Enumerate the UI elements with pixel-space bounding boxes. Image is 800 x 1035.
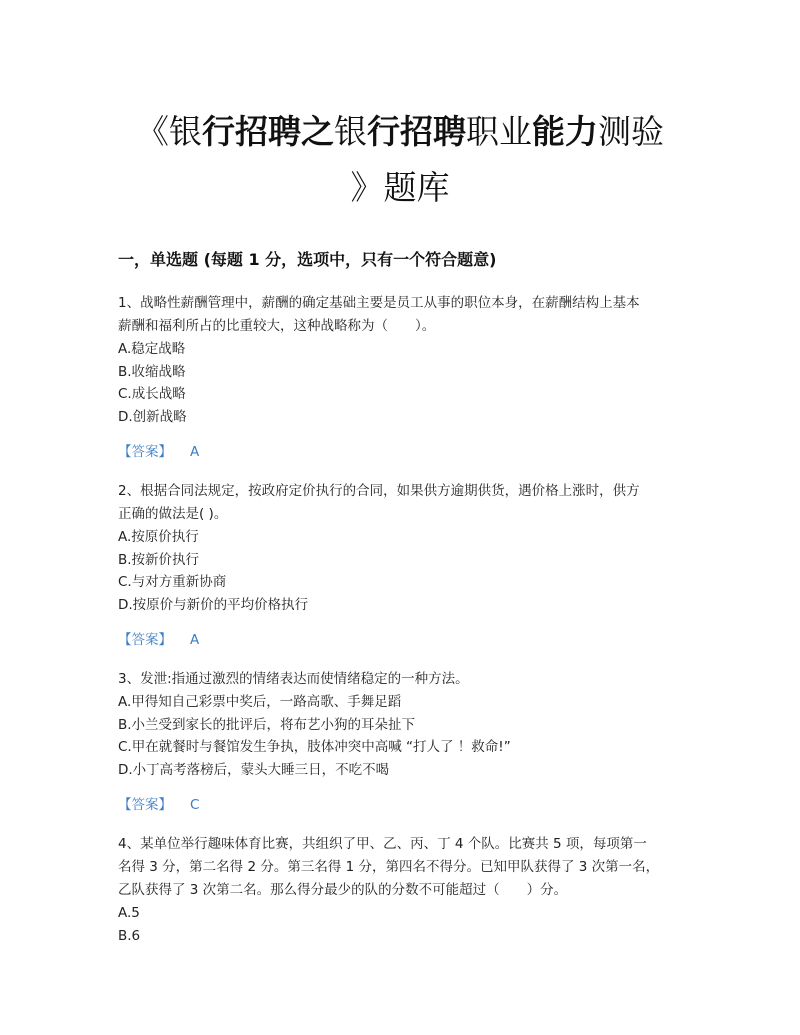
question-stem-line: 2、根据合同法规定，按政府定价执行的合同，如果供方逾期供货，遇价格上涨时，供方 xyxy=(118,483,640,499)
option-c: C.成长战略 xyxy=(118,386,186,402)
option-c: C.与对方重新协商 xyxy=(118,574,227,590)
answer-value: A xyxy=(190,632,200,648)
option-d: D.创新战略 xyxy=(118,408,187,425)
answer-value: A xyxy=(190,444,200,460)
question-stem-line: 名得 3 分，第二名得 2 分。第三名得 1 分，第四名不得分。已知甲队获得了 3 次第一名， xyxy=(118,859,660,875)
option-a: A.按原价执行 xyxy=(118,529,199,545)
option-b: B.6 xyxy=(118,927,141,944)
title-part-4: 行招聘 xyxy=(367,112,466,151)
page-title xyxy=(110,104,690,216)
answer-row xyxy=(118,794,688,816)
question-stem-line: 4、某单位举行趣味体育比赛，共组织了甲、乙、丙、丁 4 个队。比赛共 5 项，每项第一 xyxy=(118,836,647,852)
title-part-3: 银 xyxy=(334,112,367,151)
question-4 xyxy=(118,833,688,947)
question-stem-line: 薪酬和福利所占的比重较大，这种战略称为（ ）。 xyxy=(118,318,436,334)
answer-label: 【答案】 xyxy=(118,797,172,813)
option-a: A.稳定战略 xyxy=(118,341,186,357)
answer-label: 【答案】 xyxy=(118,444,172,460)
option-d: D.小丁高考落榜后，蒙头大睡三日，不吃不喝 xyxy=(118,761,390,778)
option-c: C.甲在就餐时与餐馆发生争执，肢体冲突中高喊 “打人了 ！救命!” xyxy=(118,739,511,755)
answer-label: 【答案】 xyxy=(118,632,172,648)
title-part-7: 测验 xyxy=(598,112,664,151)
title-line-2: 》题库 xyxy=(350,168,450,207)
option-a: A.5 xyxy=(118,905,140,921)
option-b: B.小兰受到家长的批评后，将布艺小狗的耳朵扯下 xyxy=(118,716,416,733)
option-b: B.收缩战略 xyxy=(118,363,186,380)
question-stem-line: 1、战略性薪酬管理中，薪酬的确定基础主要是员工从事的职位本身，在薪酬结构上基本 xyxy=(118,295,640,311)
option-d: D.按原价与新价的平均价格执行 xyxy=(118,596,309,613)
question-stem-line: 正确的做法是( )。 xyxy=(118,506,228,522)
question-2 xyxy=(118,480,688,651)
title-part-6: 能力 xyxy=(532,112,598,151)
question-1 xyxy=(118,292,688,463)
title-part-5: 职业 xyxy=(466,112,532,151)
option-b: B.按新价执行 xyxy=(118,551,200,568)
answer-value: C xyxy=(190,797,200,813)
option-a: A.甲得知自己彩票中奖后，一路高歌、手舞足蹈 xyxy=(118,694,402,710)
question-stem-line: 3、发泄:指通过激烈的情绪表达而使情绪稳定的一种方法。 xyxy=(118,671,469,687)
answer-row xyxy=(118,441,688,463)
title-part-1: 《银 xyxy=(136,112,202,151)
question-3 xyxy=(118,668,688,816)
section-heading: 一，单选题 (每题 1 分，选项中，只有一个符合题意) xyxy=(118,250,497,269)
question-list xyxy=(118,292,688,947)
title-part-2: 行招聘之 xyxy=(202,112,334,151)
answer-row xyxy=(118,629,688,651)
question-stem-line: 乙队获得了 3 次第二名。那么得分最少的队的分数不可能超过（ ）分。 xyxy=(118,882,568,898)
